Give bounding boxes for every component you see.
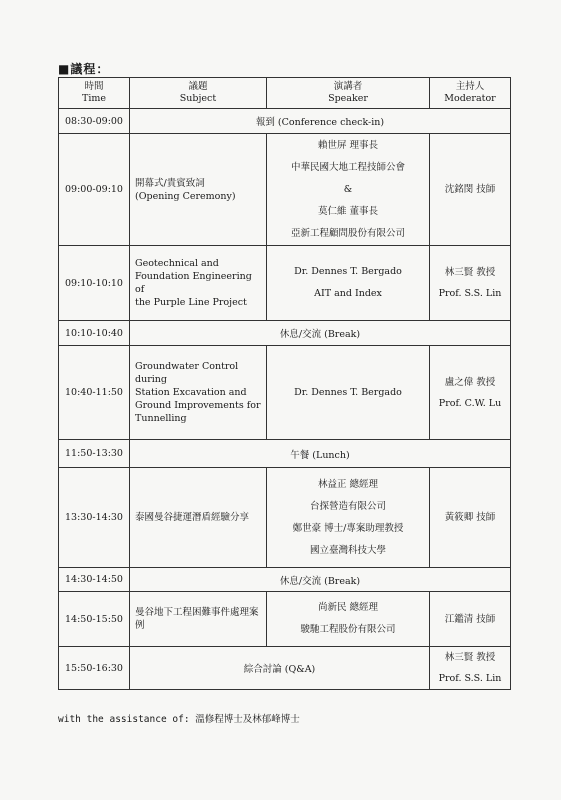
table-row bbox=[59, 134, 511, 246]
subject-line: 曼谷地下工程困難事件處理案例 bbox=[135, 607, 259, 631]
subject-line: Station Excavation and bbox=[135, 387, 247, 398]
speaker-line: 台探營造有限公司 bbox=[309, 500, 386, 512]
time-cell: 10:10-10:40 bbox=[59, 321, 130, 346]
moderator-line: Prof. S.S. Lin bbox=[438, 673, 502, 684]
speaker-line: 亞新工程顧問股份有限公司 bbox=[290, 227, 405, 239]
session-note-cell: 休息/交流 (Break) bbox=[130, 321, 511, 346]
moderator-line: 黃筱卿 技師 bbox=[444, 512, 496, 523]
subject-line: the Purple Line Project bbox=[135, 297, 247, 308]
moderator-line: Prof. S.S. Lin bbox=[438, 288, 502, 299]
subject-cell bbox=[130, 468, 267, 568]
moderator-cell bbox=[430, 592, 511, 647]
header-moderator: 主持人 Moderator bbox=[430, 78, 511, 109]
moderator-line: 沈銘閔 技師 bbox=[444, 184, 496, 195]
table-row bbox=[59, 440, 511, 468]
time-cell: 10:40-11:50 bbox=[59, 346, 130, 440]
speaker-line: 鄭世豪 博士/專案助理教授 bbox=[292, 522, 404, 534]
subject-cell bbox=[130, 246, 267, 321]
speaker-line: 賴世屏 理事長 bbox=[317, 139, 379, 151]
speaker-line: 尚新民 總經理 bbox=[317, 602, 379, 613]
moderator-cell bbox=[430, 647, 511, 690]
moderator-line: Prof. C.W. Lu bbox=[438, 397, 502, 409]
speaker-line: & bbox=[343, 183, 353, 195]
subject-cell bbox=[130, 346, 267, 440]
subject-line: Tunnelling bbox=[135, 413, 187, 424]
speaker-line: 林益正 總經理 bbox=[317, 478, 379, 490]
subject-line: Ground Improvements for bbox=[135, 400, 261, 411]
moderator-cell bbox=[430, 346, 511, 440]
moderator-cell bbox=[430, 134, 511, 246]
session-note-cell: 午餐 (Lunch) bbox=[130, 440, 511, 468]
header-subject: 議題 Subject bbox=[130, 78, 267, 109]
subject-line: Geotechnical and bbox=[135, 258, 219, 269]
speaker-cell bbox=[267, 346, 430, 440]
table-row bbox=[59, 468, 511, 568]
speaker-cell bbox=[267, 246, 430, 321]
subject-line: 泰國曼谷捷運潛盾經驗分享 bbox=[135, 512, 250, 523]
subject-line: 開幕式/貴賓致詞 bbox=[135, 177, 205, 189]
table-row bbox=[59, 592, 511, 647]
speaker-line: Dr. Dennes T. Bergado bbox=[294, 266, 402, 277]
speaker-line: 中華民國大地工程技師公會 bbox=[290, 161, 405, 173]
table-row bbox=[59, 109, 511, 134]
header-time: 時間 Time bbox=[59, 78, 130, 109]
time-cell: 14:30-14:50 bbox=[59, 568, 130, 592]
session-note-cell: 綜合討論 (Q&A) bbox=[130, 647, 430, 690]
agenda-title: ■議程： bbox=[58, 62, 110, 76]
time-cell: 09:00-09:10 bbox=[59, 134, 130, 246]
speaker-cell bbox=[267, 468, 430, 568]
time-cell: 09:10-10:10 bbox=[59, 246, 130, 321]
table-row bbox=[59, 346, 511, 440]
session-note-cell: 報到 (Conference check-in) bbox=[130, 109, 511, 134]
moderator-line: 林三賢 教授 bbox=[444, 652, 496, 663]
table-row bbox=[59, 568, 511, 592]
subject-line: Groundwater Control during bbox=[135, 361, 239, 385]
time-cell: 15:50-16:30 bbox=[59, 647, 130, 690]
subject-cell bbox=[130, 592, 267, 647]
time-cell: 13:30-14:30 bbox=[59, 468, 130, 568]
speaker-line: 駿馳工程股份有限公司 bbox=[300, 624, 396, 635]
time-cell: 14:50-15:50 bbox=[59, 592, 130, 647]
subject-line: Foundation Engineering of bbox=[135, 271, 252, 295]
speaker-line: AIT and Index bbox=[314, 288, 382, 299]
moderator-line: 江鑑清 技師 bbox=[444, 613, 496, 625]
moderator-line: 林三賢 教授 bbox=[444, 267, 496, 278]
moderator-cell bbox=[430, 246, 511, 321]
footer-note: with the assistance of: 溫修程博士及林郁峰博士 bbox=[58, 714, 300, 725]
header-speaker: 演講者 Speaker bbox=[267, 78, 430, 109]
subject-cell bbox=[130, 134, 267, 246]
speaker-cell bbox=[267, 134, 430, 246]
speaker-line: 國立臺灣科技大學 bbox=[309, 544, 386, 556]
subject-line: (Opening Ceremony) bbox=[135, 190, 236, 202]
session-note-cell: 休息/交流 (Break) bbox=[130, 568, 511, 592]
moderator-line: 盧之偉 教授 bbox=[444, 376, 496, 388]
table-row bbox=[59, 246, 511, 321]
speaker-cell bbox=[267, 592, 430, 647]
speaker-line: Dr. Dennes T. Bergado bbox=[294, 386, 402, 398]
table-row bbox=[59, 647, 511, 690]
speaker-line: 莫仁維 董事長 bbox=[317, 205, 379, 217]
agenda-table bbox=[58, 77, 511, 690]
time-cell: 11:50-13:30 bbox=[59, 440, 130, 468]
table-header-row bbox=[59, 78, 511, 109]
moderator-cell bbox=[430, 468, 511, 568]
time-cell: 08:30-09:00 bbox=[59, 109, 130, 134]
table-row bbox=[59, 321, 511, 346]
